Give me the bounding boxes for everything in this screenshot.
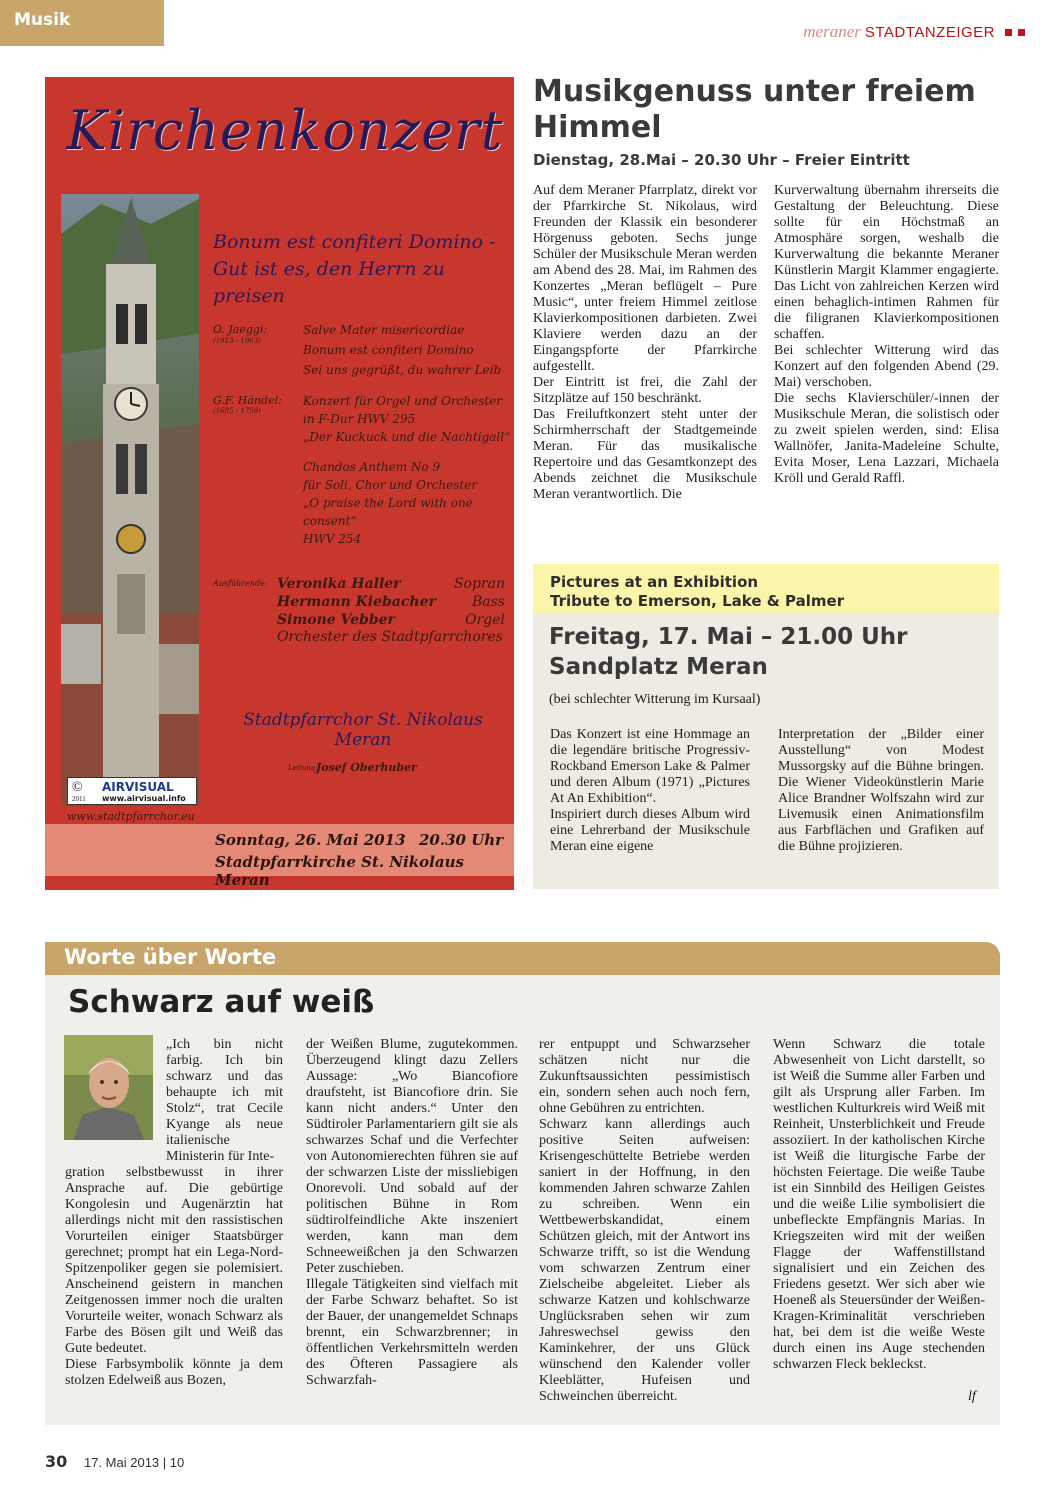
kicker-line: Tribute to Emerson, Lake & Palmer [550,592,845,610]
article2-title-line: Freitag, 17. Mai – 21.00 Uhr [549,624,908,650]
logo-url: www.airvisual.info [102,794,186,803]
composer-works [303,320,501,380]
composer-works [303,392,514,548]
paragraph: Wenn Schwarz die totale Abwesenheit von Licht darstellt, so ist Weiß die Summe aller Farben und gilt als Ursprung aller Farben. Im westlichen Kulturkreis wird Weiß mit Reinheit, Unsterblichkeit und Freude assoziiert. In der katholischen Kirche ist Weiß die liturgische Farbe der höchsten Feiertage. Die weiße Taube ist ein Sinnbild des Heiligen Geistes und die weiße Lilie symbolisiert die unbefleckte Empfängnis Marias. In Kriegszeiten wird mit der weißen Flagge der Waffenstillstand signalisiert und ein Zeichen des Friedens gesetzt. Wer sich aber wie Hoeneß als Steuersünder der Weißen-Kragen-Kriminalität verschrieben hat, bei dem ist die weiße Weste durch einen ins Auge stechenden schwarzen Fleck bekleckst. [773,1037,985,1372]
poster-date: Sonntag, 26. Mai 2013 [215,831,406,849]
work-title: in F-Dur HWV 295 [303,412,416,426]
work-title: Salve Mater misericordiae [303,323,465,337]
rubric-label: Worte über Worte [64,945,277,969]
choir-name: Stadtpfarrchor St. Nikolaus Meran [243,710,483,750]
article2-note: (bei schlechter Witterung im Kursaal) [549,692,761,707]
article1-column2 [774,183,999,487]
poster-title: Kirchenkonzert [66,99,504,162]
article3-column3 [539,1037,750,1405]
logo-year: 2011 [72,795,86,803]
page-number: 30 [45,1452,68,1471]
article3-title: Schwarz auf weiß [68,984,375,1020]
section-label: Musik [0,0,164,46]
article1-title [533,74,1003,146]
composer-name: O. Jaeggi: [213,323,268,336]
poster-motto [213,229,513,310]
orchestra-name: Orchester des Stadtpfarrchores [277,629,503,645]
paragraph: Inspiriert durch dieses Album wird eine Lehrerband der Musikschule Meran eine eigene [550,807,750,854]
work-title: Bonum est confiteri Domino [303,343,474,357]
paragraph: rer entpuppt und Schwarzseher schätzen nicht nur die Zukunftsaussichten pessimistisch ein, sondern sehen auch noch fern, ohne Gebühren zu entrichten. [539,1037,750,1116]
paragraph: Auf dem Meraner Pfarrplatz, direkt vor der Pfarrkirche St. Nikolaus, wird Freunden der Klassik ein besonderer Hörgenuss geboten. Sechs junge Schüler der Musikschule Meran werden am Abend des 28. Mai, im Rahmen des Konzertes „Meran beflügelt – Pure Music“, unter freiem Himmel zeitlose Klavierkompositionen darbieten. Zwei Klaviere werden dazu an der Eingangspforte der Pfarrkirche aufgestellt. [533,183,757,374]
article2-kicker [550,573,844,611]
paragraph: Schwarz kann allerdings auch positive Seiten aufweisen: Krisengeschüttelte Betriebe werden saniert in der Hoffnung, in den kommenden Jahren schwarze Zahlen zu schreiben. Wenn ein Wettbewerbskandidat, einem Schützen gleich, mit der Antwort ins Schwarze trifft, so ist die Wendung vom schwarzen Zentrum einer Zielscheibe abgeleitet. Lieber als schwarze Katzen und kohlschwarze Unglücksraben sehen wir zum Jahreswechsel gewiss den Kaminkehrer, der uns Glück wünschend den Kalender voller Kleeblätter, Hufeisen und Schweinchen überreicht. [539,1117,750,1404]
performer-names [277,575,436,629]
paragraph: Die sechs Klavierschüler/-innen der Musikschule Meran, die solistisch oder zu zweit spielen werden, sind: Elisa Wallnöfer, Janita-Madeleine Schulte, Evita Moser, Lena Lazzari, Michaela Kröll und Gerald Raffl. [774,391,999,486]
article2-title-line: Sandplatz Meran [549,654,768,680]
article3-intro [166,1037,283,1165]
masthead [803,22,1025,42]
performer-name: Veronika Haller [277,576,401,592]
work-title: „O praise the Lord with one consent“ [303,496,473,528]
article2-column1 [550,727,750,855]
paragraph: Kurverwaltung übernahm ihrerseits die Gestaltung der Beleuchtung. Diese sollte für ein Höchstmaß an Atmosphäre sorgen, weshalb die Kurverwaltung die bekannte Meraner Künstlerin Margit Klammer engagierte. Das Licht von zahlreichen Kerzen wird einen behaglich-intimen Rahmen für die filigranen Klavierkompositionen schaffen. [774,183,999,342]
masthead-square-icon [1018,29,1025,36]
motto-line: Bonum est confiteri Domino - [213,231,496,253]
performer-role: Sopran [453,576,505,592]
performer-roles [425,575,505,629]
work-title: Sei uns gegrüßt, du wahrer Leib [303,363,502,377]
author-portrait [64,1035,153,1140]
article3-column4 [773,1037,985,1373]
paragraph: Bei schlechter Witterung wird das Konzert auf den folgenden Abend (29. Mai) verschoben. [774,343,999,390]
article3-column1 [65,1165,283,1389]
paragraph: Der Eintritt ist frei, die Zahl der Sitzplätze auf 150 beschränkt. [533,375,757,406]
director-label: Leitung: [288,764,318,772]
masthead-square-icon [1005,29,1012,36]
performer-role: Bass [471,594,505,610]
work-title: für Soli, Chor und Orchester [303,478,478,492]
composer-name: G.F. Händel: [213,394,282,407]
performer-role: Orgel [465,612,505,628]
composer-years: (1913 - 1963) [213,337,261,345]
poster-time: 20.30 Uhr [419,831,504,849]
author-initials: lf [968,1389,976,1404]
performers-label: Ausführende: [213,579,268,588]
work-title: Konzert für Orgel und Orchester [303,394,503,408]
concert-poster [45,77,514,890]
article2-column2 [778,727,984,855]
poster-venue: Stadtpfarrkirche St. Nikolaus Meran [215,853,464,889]
poster-website: www.stadtpfarrchor.eu [67,810,195,823]
director-name: Josef Oberhuber [316,761,417,774]
work-title: Chandos Anthem No 9 [303,460,441,474]
author-portrait-image [64,1035,153,1140]
church-tower-image [61,194,199,806]
article1-title-line: Himmel [533,110,662,145]
article1-column1 [533,183,757,503]
copyright-icon: © [72,780,83,795]
paragraph: Das Freiluftkonzert steht unter der Schirmherrschaft der Stadtgemeinde Meran. Für das musikalische Repertoire und das Gesamtkonzept des Abends zeichnet die Musikschule Meran verantwortlich. Die [533,407,757,502]
paragraph: Das Konzert ist eine Hommage an die legendäre britische Progressiv-Rockband Emerson Lake & Palmer und deren Album (1971) „Pictures At An Exhibition“. [550,727,750,806]
paragraph: „Ich bin nicht farbig. Ich bin schwarz und das behaupte ich mit Stolz“, trat Cecile Kyange als neue italienische Ministerin für Inte- [166,1037,283,1164]
masthead-meraner: meraner [803,22,861,41]
paragraph: gration selbstbewusst in ihrer Ansprache auf. Die gebürtige Kongolesin und Augenärztin hat allerdings nicht mit den rassistischen Vorurteilen einiger Staatsbürger gerechnet; prompt hat ein Lega-Nord-Spitzenpoliker gegen sie polemisiert. Anscheinend geistern in manchen Zeitgenossen immer noch die uralten Vorurteile weiter, wonach Schwarz als Farbe des Bösen gilt und Weiß das Gute bedeutet. [65,1165,283,1356]
work-title: „Der Kuckuck und die Nachtigall“ [303,430,511,444]
performer-name: Simone Vebber [277,612,395,628]
logo-text: AIRVISUAL [102,780,174,794]
church-tower-photo [61,194,199,806]
issue-date: 17. Mai 2013 | 10 [84,1455,185,1470]
performer-name: Hermann Kiebacher [277,594,436,610]
work-title: HWV 254 [303,532,362,546]
paragraph: der Weißen Blume, zugutekommen. Überzeugend klingt dazu Zellers Aussage: „Wo Biancofiore draufsteht, ist Biancofiore drin. Sie kann nicht anders.“ Unter den Südtiroler Parlamentariern gilt sie als schwarzes Schaf und die Verfechter von Autonomierechten führen sie auf der schwarzen Liste der missliebigen Onorevoli. Und sobald auf der politischen Bühne in Rom südtirolfeindliche Akte inszeniert werden, kann man dem Schneeweißchen ja den Schwarzen Peter zuschieben. [306,1037,518,1276]
paragraph: Diese Farbsymbolik könnte ja dem stolzen Edelweiß aus Bozen, [65,1357,283,1388]
airvisual-logo [67,777,197,805]
article1-subtitle: Dienstag, 28.Mai – 20.30 Uhr – Freier Eintritt [533,151,910,169]
paragraph: Illegale Tätigkeiten sind vielfach mit der Farbe Schwarz behaftet. So ist der Bauer, der unangemeldet Schnaps brennt, ein Schwarzbrenner; in öffentlichen Verkehrsmitteln werden des Öfteren Passagiere als Schwarzfah- [306,1277,518,1388]
motto-line: Gut ist es, den Herrn zu preisen [213,258,445,307]
composer-years: (1685 - 1759) [213,407,261,415]
article2-title [549,622,989,682]
article1-title-line: Musikgenuss unter freiem [533,74,976,109]
kicker-line: Pictures at an Exhibition [550,573,759,591]
masthead-stadtanzeiger: STADTANZEIGER [864,23,995,41]
article3-column2 [306,1037,518,1389]
paragraph: Interpretation der „Bilder einer Ausstellung“ von Modest Mussorgsky auf die Bühne bringen. Die Wiener Videokünstlerin Marie Alice Brandner Wolfszahn wird zur Livemusik einen Animationsfilm aus Farbflächen und Grafiken auf die Bühne projizieren. [778,727,984,854]
